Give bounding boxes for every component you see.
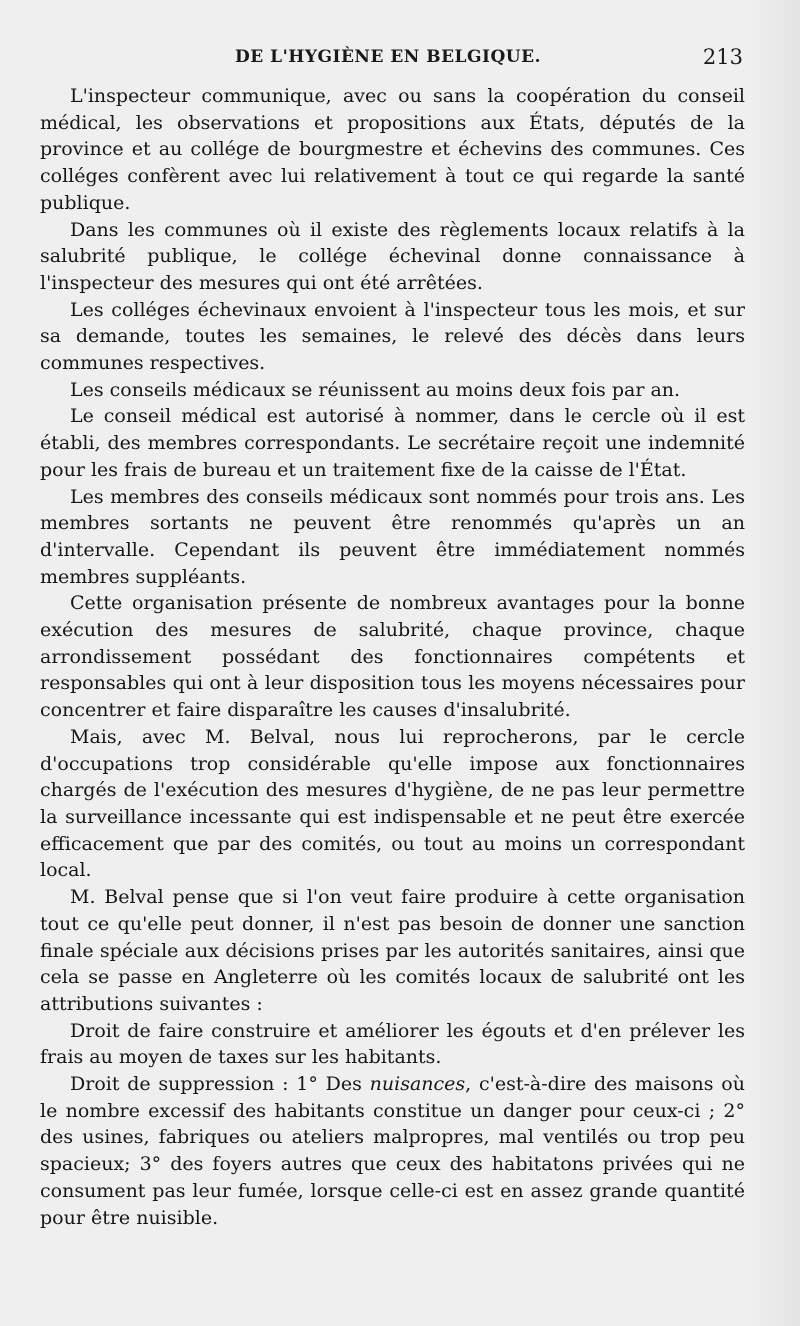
paragraph: Les membres des conseils médicaux sont nommés pour trois ans. Les membres sortants ne peuvent être renommés qu'après un an d'intervalle. Cependant ils peuvent être immédiatement nommés membres suppléants. (40, 485, 745, 588)
body-text (40, 83, 745, 1231)
page-edge-shadow (750, 0, 800, 1326)
running-head (40, 45, 745, 73)
running-title: DE L'HYGIÈNE EN BELGIQUE. (235, 47, 541, 67)
paragraph: L'inspecteur communique, avec ou sans la coopération du conseil médical, les observations et propositions aux États, députés de la province et au collége de bourgmestre et échevins des communes. Ces colléges confèrent avec lui relativement à tout ce qui regarde la santé publique. (40, 85, 745, 214)
paragraph-text-after: , c'est-à-dire des maisons où le nombre excessif des habitants constitue un danger pour ceux-ci ; 2° des usines, fabriques ou ateliers malpropres, mal ventilés ou trop peu spacieux; 3° des foyers autres que ceux des habitatons privées qui ne consument pas leur fumée, lorsque celle-ci est en assez grande quantité pour être nuisible. (40, 1073, 745, 1229)
paragraph: Les colléges échevinaux envoient à l'inspecteur tous les mois, et sur sa demande, toutes les semaines, le relevé des décès dans leurs communes respectives. (40, 298, 745, 375)
paragraph-suppression (40, 1071, 745, 1231)
paragraph: Le conseil médical est autorisé à nommer, dans le cercle où il est établi, des membres correspondants. Le secrétaire reçoit une indemnité pour les frais de bureau et un traitement fixe de la caisse de l'État. (40, 405, 745, 481)
paragraph-text-italic: nuisances (369, 1073, 466, 1096)
paragraph: Droit de faire construire et améliorer les égouts et d'en prélever les frais au moyen de taxes sur les habitants. (40, 1019, 745, 1069)
paragraph: M. Belval pense que si l'on veut faire produire à cette organisation tout ce qu'elle peut donner, il n'est pas besoin de donner une sanction finale spéciale aux décisions prises par les autorités sanitaires, ainsi que cela se passe en Angleterre où les comités locaux de salubrité ont les attributions suivantes : (40, 886, 745, 1015)
paragraph: Mais, avec M. Belval, nous lui reprocherons, par le cercle d'occupations trop considérable qu'elle impose aux fonctionnaires chargés de l'exécution des mesures d'hygiène, de ne pas leur permettre la surveillance incessante qui est indispensable et ne peut être exercée efficacement que par des comités, ou tout au moins un correspondant local. (40, 725, 745, 882)
page-number: 213 (702, 45, 743, 69)
paragraph-text-before: Droit de suppression : 1° Des (70, 1073, 370, 1096)
paragraph: Cette organisation présente de nombreux avantages pour la bonne exécution des mesures de salubrité, chaque province, chaque arrondissement possédant des fonctionnaires compétents et responsables qui ont à leur disposition tous les moyens nécessaires pour concentrer et faire disparaître les causes d'insalubrité. (40, 592, 745, 722)
paragraph: Les conseils médicaux se réunissent au moins deux fois par an. (70, 378, 681, 401)
paragraph: Dans les communes où il existe des règlements locaux relatifs à la salubrité publique, le collége échevinal donne connaissance à l'inspecteur des mesures qui ont été arrêtées. (40, 218, 745, 294)
